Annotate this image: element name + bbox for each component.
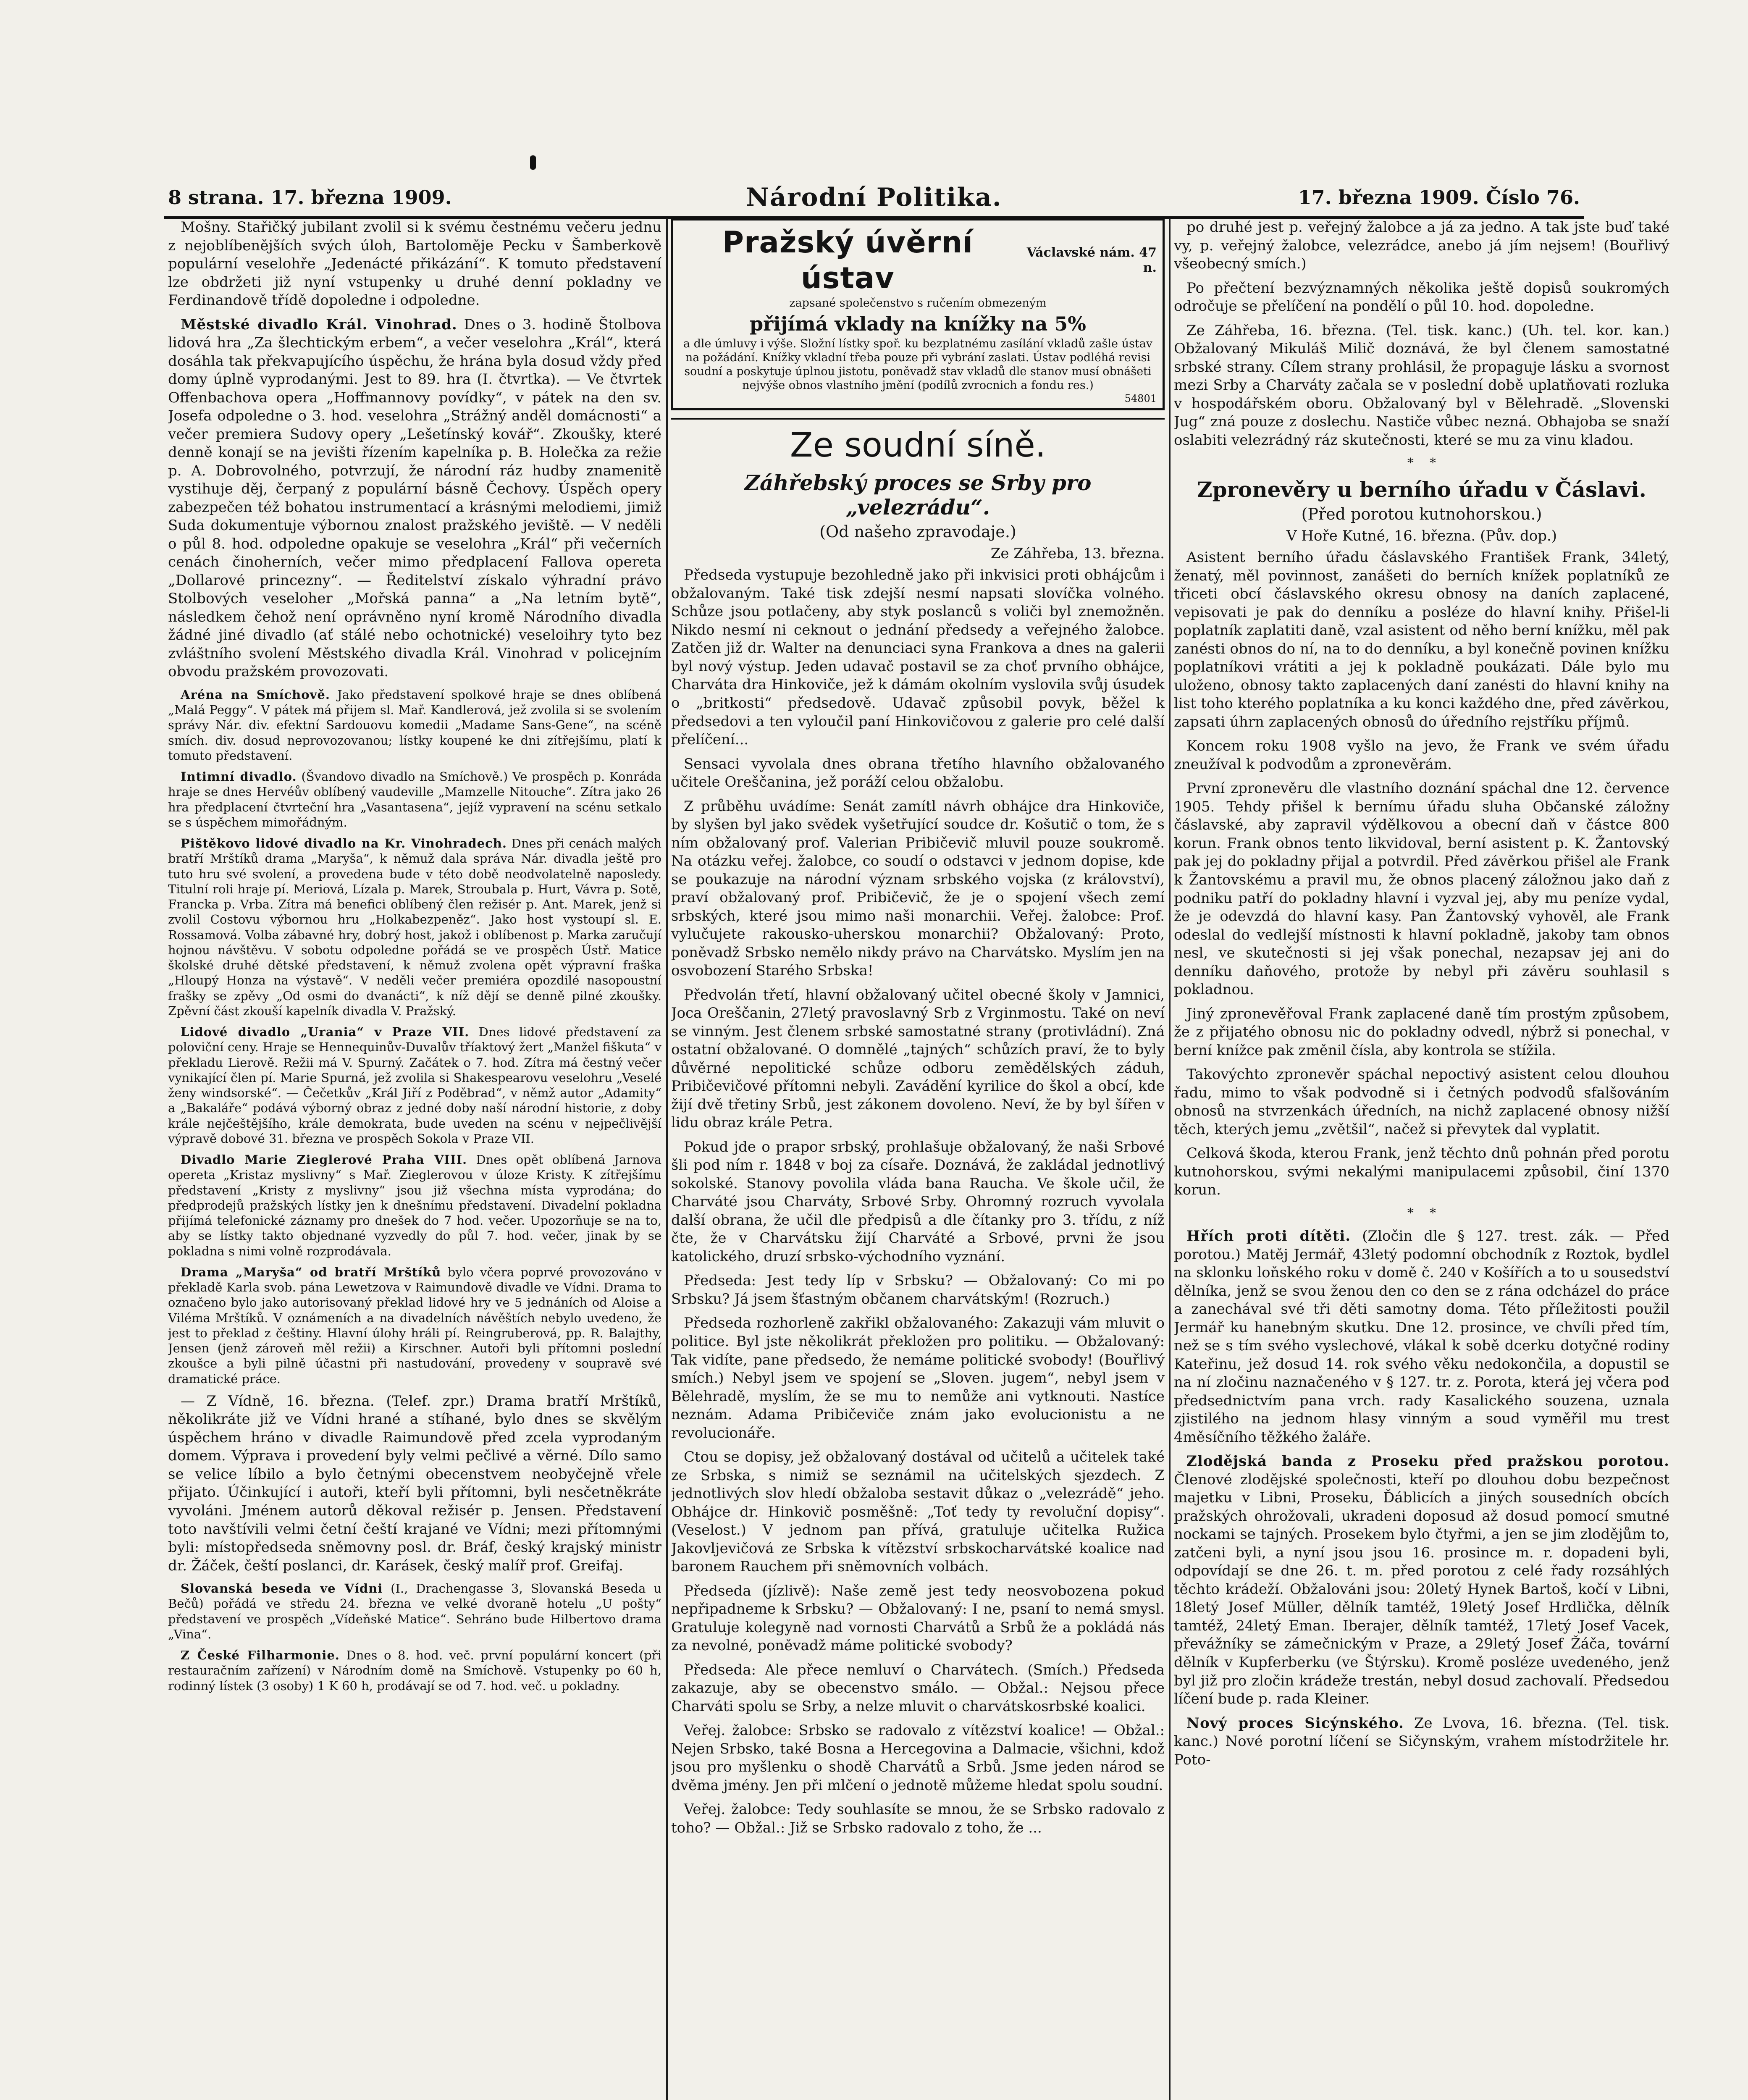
paragraph: Pokud jde o prapor srbský, prohlašuje obžalovaný, že naši Srbové šli pod ním r. 1848 v boj za císaře. Doznává, že zakládal jednotlivý sokolské. Stanovy povolila vláda bana Raucha. Ve škole učil, že Charváté jsou Charváty, Srbové Srby. Ohromný rozruch vyvolala další obrana, že učil dle předpisů a dle čítanky pro 3. třídu, z níž čte, že v Charvátsku žijí Charváté a Srbové, prvni že jsou katolického, druzí srbsko-východního vyznání. xyxy=(671,1138,1165,1265)
paragraph: Předseda vystupuje bezohledně jako při inkvisici proti obhájcům i obžalovaným. Také tisk zdejší nesmí napsati slovíčka volného. Schůze jsou potlačeny, aby styk poslanců s voliči byl znemožněn. Nikdo nesmí ni ceknout o jednání předsedy a veřejného žalobce. Zatčen již dr. Walter na denunciaci syna Frankova a dnes na galerii byl nový výstup. Jeden udavač postavil se za choť prvního obhájce, Charváta dra Hinkoviče, jež k dámám okolním vyslovila svůj úsudek o „britkosti“ předsedově. Udavač způsobil povyk, běžel k předsedovi a ten vyloučil paní Hinkovičovou z galerie pro celé další přelíčení... xyxy=(671,567,1165,748)
paragraph: Mošny. Stařičký jubilant zvolil si k svému čestnému večeru jednu z nejoblíbenějších svých úloh, Bartoloměje Pecku v Šamberkově populární veselohře „Jedenácté přikázání“. K tomuto představení lze obdržeti již nyní vstupenky u druhé denní pokladny ve Ferdinandově třídě dopoledne i odpoledne. xyxy=(168,219,661,309)
paragraph xyxy=(168,1581,661,1642)
rubric: Intimní divadlo. xyxy=(181,769,297,784)
paragraph-text: Dnes při cenách malých bratří Mrštíků drama „Maryša“, k němuž dala správa Nár. divadla ještě pro tuto hru své svolení, a provedena bude v této době neodvolatelně naposledy. Titulní roli hraje pí. Meriová, Lízala p. Marek, Stroubala p. Hurt, Vávra p. Sotě, Francka p. Vrba. Zítra má benefici oblíbený člen režisér p. Ant. Marek, jenž si zvolil Costovu výbornou hru „Holkabezpeněz“. Jako host vystoupí sl. E. Rossamová. Volba zábavné hry, dobrý host, jakož i oblíbenost p. Marka zaručují hojnou návštěvu. V sobotu odpoledne pořádá se ve prospěch Ústř. Matice školské druhé dětské představení, k němuž zvolena opět výpravní fraška „Hloupý Honza na výstavě“. V neděli večer premiéra opozdilé nasopoustní frašky se zpěvy „Od osmi do dvanácti“, k níž dějí se denně pilné zkoušky. Zpěvní část zkouší kapelník divadla V. Pražský. xyxy=(168,836,661,1018)
paragraph: Asistent berního úřadu čáslavského František Frank, 34letý, ženatý, měl povinnost, zanášeti do berních knížek poplatníků ze třiceti obcí čáslavského okresu obnosy na daních zaplacené, vepisovati je pak do denníku a posléze do hlavní knihy. Přišel-li poplatník zaplatiti daně, vzal asistent od něho berní knížku, měl pak zanésti obnos do ní, na to do denníku, a byl konečně povinen knížku poplatníkovi vrátiti a jej k pokladně poukázati. Dále bylo mu uloženo, obnosy takto zaplacených daní zanésti do hlavní knihy na list toho kterého poplatníka a ku konci každého dne, před závěrkou, zapsati úhrn zaplacených obnosů do úředního rejstříku příjmů. xyxy=(1174,549,1669,730)
paragraph-text: Jako představení spolkové hraje se dnes oblíbená „Malá Peggy“. V pátek má přijem sl. Mař. Kandlerová, jež zvolila si se svolením správy Nár. div. efektní Sardouovu komedii „Madame Sans-Gene“, na scéně smích. div. dosud neprovozovanou; lístky koupené ke dni zítřejšímu, platí k tomuto představení. xyxy=(168,687,661,763)
rubric: Drama „Maryša“ od bratří Mrštíků xyxy=(181,1265,441,1279)
paragraph: Celková škoda, kterou Frank, jenž těchto dnů pohnán před porotu kutnohorskou, svými nekalými manipulacemi způsobil, činí 1370 korun. xyxy=(1174,1145,1669,1199)
article-credit: (Od našeho zpravodaje.) xyxy=(819,522,1016,541)
separator: * * xyxy=(1407,456,1436,471)
paragraph xyxy=(168,687,661,763)
paragraph-text: Dnes o 8. hod. več. první populární koncert (při restauračním zařízení) v Národním domě na Smíchově. Vstupenky po 60 h, rodinný lístek (3 osoby) 1 K 60 h, prodávají se od 7. hod. več. u pokladny. xyxy=(168,1648,661,1693)
ink-blot xyxy=(530,155,536,170)
header-masthead: Národní Politika. xyxy=(746,183,1002,212)
section-title: Ze soudní síně. xyxy=(671,418,1165,467)
bank-title-row xyxy=(679,225,1157,297)
paragraph-text: Členové zlodějské společnosti, kteří po dlouhou dobu bezpečnost majetku v Libni, Proseku, Ďáblicích a jiných sousedních obcích pražských ohrožovali, ukradeni doposud až dosud pomocí smutné nockami se tajných. Prosekem bylo čtyřmi, a jen se jim zlodějům to, zatčeni byli, a nyní jsou jsou 16. prosince m. r. dopadeni byli, odpovídají se dne 26. t. m. před porotou z celé řady rozsáhlých těchto krádeží. Obžalováni jsou: 20letý Hynek Bartoš, kočí v Libni, 18letý Josef Müller, dělník tamtéž, 19letý Josef Hrdlička, dělník tamtéž, 24letý Eman. Iberajer, dělník tamtéž, 17letý Josef Vacek, převážníky se zámečnickým v Praze, a 29letý Josef Žáča, tovární dělník v Kupferberku (ve Štýrsku). Kromě posléze uvedeného, jenž byl již pro zločin krádeže trestán, nebyl dosud zachovalí. Předsedou líčení bude p. rada Kleiner. xyxy=(1174,1471,1669,1708)
paragraph: Z průběhu uvádíme: Senát zamítl návrh obhájce dra Hinkoviče, by slyšen byl jako svědek vyšetřující soudce dr. Košutič o tom, že s ním obžalovaný prof. Valerian Pribičevič mluvil pouze soukromě. Na otázku veřej. žalobce, co soudí o odstavci v jednom dopise, kde se poukazuje na národní význam srbského vojska (z království), praví obžalovaný prof. Pribičevič, že je o spojení všech zemí srbských, které jsou mimo naši monarchii. Veřej. žalobce: Prof. vylučujete rakousko-uherskou monarchii? Obžalovaný: Proto, poněvadž Srbsko nemělo nikdy právo na Charvátsko. Myslím jen na osvobození Starého Srbska! xyxy=(671,798,1165,979)
paragraph: Takovýchto zpronevěr spáchal nepoctivý asistent celou dlouhou řadu, mimo to však podvodně si i četných podvodů sfalšováním obnosů na stvrzenkách úředních, na nichž zaplacené obnosy nižší těch, kterých jemu „zvětšil“, načež si převytek dal vyplatit. xyxy=(1174,1066,1669,1138)
paragraph-text: (I., Drachengasse 3, Slovanská Beseda u Bečů) pořádá ve středu 24. března ve velké dvoraně hotelu „U pošty“ představení ve prospěch „Vídeňské Matice“. Sehráno bude Hilbertovo drama „Vina“. xyxy=(168,1581,661,1641)
column-divider xyxy=(1169,218,1171,2100)
paragraph xyxy=(168,1152,661,1259)
bank-registration: zapsané společenstvo s ručením obmezeným xyxy=(789,296,1047,310)
bank-terms: a dle úmluvy i výše. Složní lístky spoř. ku bezplatnému zasílání vkladů zašle ústav na požádání. Knížky vkladní třeba pouze při vybrání zaslati. Ústav podléhá revisi soudní a poskytuje úplnou jistotu, poněvadž stav vkladů dle stanov musí obnášeti nejvýše obnos vlastního jmění (podílů zvrocnich a fondu res.) xyxy=(683,337,1153,392)
paragraph: Koncem roku 1908 vyšlo na jevo, že Frank ve svém úřadu zneužíval k podvodům a zpronevěrám. xyxy=(1174,738,1669,773)
paragraph: Sensaci vyvolala dnes obrana třetího hlavního obžalovaného učitele Oreščanina, jež poráží celou obžalobu. xyxy=(671,755,1165,791)
rubric: Slovanská beseda ve Vídni xyxy=(181,1581,383,1596)
paragraph xyxy=(168,769,661,830)
header-left: 8 strana. 17. března 1909. xyxy=(168,186,452,209)
paragraph: Předseda: Jest tedy líp v Srbsku? — Obžalovaný: Co mi po Srbsku? Já jsem šťastným občanem charvátským! (Rozruch.) xyxy=(671,1272,1165,1307)
rubric: Z České Filharmonie. xyxy=(181,1648,340,1663)
paragraph: Veřej. žalobce: Tedy souhlasíte se mnou, že se Srbsko radovalo z toho? — Obžal.: Již se Srbsko radovalo z toho, že ... xyxy=(671,1801,1165,1836)
paragraph-text: Dnes o 3. hodině Štolbova lidová hra „Za šlechtickým erbem“, a večer veselohra „Král“, která dosáhla tak překvapujícího úspěchu, že hrána byla dosud vždy před domy úplně vyprodanými. Jest to 89. hra (I. čtvrtka). — Ve čtvrtek Offenbachova opera „Hoffmannovy povídky“, v pátek na den sv. Josefa odpoledne o 3. hod. veselohra „Strážný anděl domácnosti“ a večer premiera Sudovy opery „Lešetínský kovář“. Zkoušky, které denně konají se na jevišti řízením kapelníka p. B. Holečka za režie p. A. Dobrovolného, potvrzují, že národní ráz hudby znamenitě vystihuje děj, čerpaný z populární básně Čechovy. Úspěch opery zabezpečen též bohatou instrumentací a krásnými melodiemi, jimiž Suda dokumentuje výbornou znalost pražského jeviště. — V neděli o půl 8. hod. odpoledne opakuje se veselohra „Král“ při večerních cenách činoherních, večer mimo předplacení Fallova opereta „Dollarové princezny“. — Ředitelství získalo výhradní právo Stolbových veseloher „Mořská panna“ a „Na letním bytě“, následkem čehož není oprávněno nyní kromě Národního divadla žádné jiné divadlo (ať stálé nebo ochotnické) veseloihry tyto bez zvláštního svolení Městského divadla Král. Vinohrad v policejním obvodu pražském provozovati. xyxy=(168,316,661,680)
paragraph-text: (Švandovo divadlo na Smíchově.) Ve prospěch p. Konráda hraje se dnes Hervéův oblíbený vaudeville „Mamzelle Nitouche“. Zítra jako 26 hra předplacení čtvrteční hra „Vasantasena“, jejíž vypravení na scénu setkalo se s úspěchem mimořádným. xyxy=(168,769,661,830)
column-1 xyxy=(168,218,661,2100)
separator: * * xyxy=(1407,1205,1436,1221)
paragraph: Ze Záhřeba, 16. března. (Tel. tisk. kanc.) (Uh. tel. kor. kan.) Obžalovaný Mikuláš Milič doznává, že byl členem samostatné srbské strany. Cílem strany prohlásil, že propaguje lásku a svornost mezi Srby a Charváty začala se v poslední době uplatňovati rozluka v hospodářském oboru. Obžalovaný byl v Bělehradě. „Slovenski Jug“ zná pouze z doslechu. Nastiče vůbec nezná. Obhajoba se snaží oslabiti velezrádný ráz skutečnosti, které se mu za vinu kladou. xyxy=(1174,322,1669,449)
rubric: Divadlo Marie Zieglerové Praha VIII. xyxy=(181,1152,467,1167)
column-2 xyxy=(671,218,1165,2100)
paragraph xyxy=(1174,1227,1669,1446)
column-3 xyxy=(1174,218,1669,2100)
paragraph xyxy=(168,1024,661,1146)
bank-offer: přijímá vklady na knížky na 5% xyxy=(749,312,1087,335)
header-right: 17. března 1909. Číslo 76. xyxy=(1298,186,1580,209)
paragraph-text: (Zločin dle § 127. trest. zák. — Před porotou.) Matěj Jermář, 43letý podomní obchodník z Roztok, bydlel na sklonku loňského roku v domě č. 240 v Košířích a to u sousedství dělníka, jenž se svou ženou den co den se z rána odcházel do práce a zanechával své tři děti samotny doma. Této příležitosti použil Jermář ku hanebným skutku. Dne 12. prosince, ve chvíli před tím, než se s tím svého vyslechové, vlákal k sobě dcerku dotyčné rodiny Kateřinu, jež dosud 14. rok svého věku nedokončila, a dopustil se na ní zločinu naznačeného v § 127. tr. z. Porota, která jej včera pod předsednictvím pana vrch. rady Kasalického souzena, uznala zjistilého na jednom hlasy vinným a soud vyměřil mu trest 4měsíčního těžkého žaláře. xyxy=(1174,1228,1669,1446)
paragraph: Po přečtení bezvýznamných několika ještě dopisů soukromých odročuje se přelíčení na pondělí o půl 10. hod. dopoledne. xyxy=(1174,279,1669,315)
bank-address: Václavské nám. 47 n. xyxy=(1026,245,1157,276)
paragraph-text: Dnes lidové představení za poloviční ceny. Hraje se Hennequinův-Duvalův tříaktový žert „Manžel fiškuta“ v překladu Lierově. Režii má V. Spurný. Začátek o 7. hod. Zítra má čestný večer vynikající člen pí. Marie Spurná, jež zvolila si Shakespearovu veselohru „Veselé ženy windsorské“. — Čečetkův „Král Jiří z Poděbrad“, v němž autor „Adamity“ a „Bakaláře“ podává výborný obraz z jedné doby naší národní historie, z doby krále nejčeštějšího, krále demokrata, bude uveden na scénu v nejpečlivější výpravě dobové 31. března ve prospěch Sokola v Praze VII. xyxy=(168,1025,661,1146)
bank-advertisement xyxy=(671,218,1165,410)
paragraph: Předseda: Ale přece nemluví o Charvátech. (Smích.) Předseda zakazuje, aby se obecenstvo smálo. — Obžal.: Nejsou přece Charváti spolu se Srby, a nelze mluvit o charvátskosrbské koalici. xyxy=(671,1661,1165,1715)
ad-number: 54801 xyxy=(1124,392,1157,404)
paragraph: — Z Vídně, 16. března. (Telef. zpr.) Drama bratří Mrštíků, několikráte již ve Vídni hrané a stíhané, bylo dnes se skvělým úspěchem hráno v divadle Raimundově před zcela vyprodaným domem. Výprava i provedení byly velmi pečlivé a věrné. Dílo samo se velice líbilo a bylo četnými obecenstvem neobyčejně vřele přijato. Účinkující i autoři, kteří byli přítomni, byli nesčetněkráte vyvoláni. Jménem autorů děkoval režisér p. Jensen. Představení toto navštívili velmi četní čeští krajané ve Vídni; mezi přítomnými byli: místopředseda sněmovny posl. dr. Bráf, český krajský ministr dr. Žáček, čeští poslanci, dr. Karásek, český malíř prof. Greifaj. xyxy=(168,1392,661,1574)
paragraph: Veřej. žalobce: Srbsko se radovalo z vítězství koalice! — Obžal.: Nejen Srbsko, také Bosna a Hercegovina a Dalmacie, všichni, kdož jsou pro myšlenku o shodě Charvátů a Srbů. Jsme jeden národ se dvěma jmény. Jen při mlčení o jednotě můžeme hledat spolu soudní. xyxy=(671,1722,1165,1794)
paragraph xyxy=(168,836,661,1018)
paragraph: Předseda rozhorleně zakřikl obžalovaného: Zakazuji vám mluvit o politice. Byl jste několikrát překložen pro politiku. — Obžalovaný: Tak vidíte, pane předsedo, že nemáme politické svobody! (Bouřlivý smích.) Nebyl jsem ve spojení se „Sloven. jugem“, nebyl jsem v Bělehradě, myslím, že se mu to nemůže ani vytknouti. Nastíce neznám. Adama Pribičeviče znám jako evolucionistu a ne revolucionáře. xyxy=(671,1315,1165,1441)
rubric: Nový proces Sicýnského. xyxy=(1186,1714,1404,1732)
paragraph xyxy=(1174,1714,1669,1769)
paragraph xyxy=(168,1265,661,1386)
paragraph-text: Ze Lvova, 16. března. (Tel. tisk. kanc.) Nové porotní líčení se Sičynským, vrahem místodržitele hr. Poto- xyxy=(1174,1714,1669,1768)
rubric: Zlodějská banda z Proseku před pražskou porotou. xyxy=(1186,1453,1669,1470)
paragraph xyxy=(168,1648,661,1693)
paragraph xyxy=(168,316,661,681)
article-headline: Záhřebský proces se Srby pro „velezrádu“. xyxy=(744,470,1092,520)
page-header xyxy=(168,181,1580,214)
paragraph-text: Dnes opět oblíbená Jarnova opereta „Kristaz myslivny“ s Mař. Zieglerovou v úloze Kristy. K zítřejšímu představení „Kristy z myslivny“ jsou již všechna místa vyprodána; do předprodejů pražských lístky jen k dnešnímu představení. Divadelní pokladna přijímá telefonické záznamy pro dnešek do 7 hod. večer. Upozorňuje se na to, aby se lístky takto objednané vyzvedly do půl 7. hod. večer, jinak by se pokladna s nimi volně rozprodávala. xyxy=(168,1152,661,1258)
paragraph: Předseda (jízlivě): Naše země jest tedy neosvobozena pokud nepřipadneme k Srbsku? — Obžalovaný: I ne, psaní to nemá smysl. Gratuluje kolegyně nad vornosti Charvátů a Srbů že a pokládá nás za nevolné, poněvadž máme politické svobody? xyxy=(671,1582,1165,1654)
paragraph: Jiný zpronevěřoval Frank zaplacené daně tím prostým způsobem, že z přijatého obnosu nic do pokladny odvedl, nýbrž si ponechal, v berní knížce pak změnil čísla, aby kontrola se stížila. xyxy=(1174,1005,1669,1059)
bank-name: Pražský úvěrní ústav xyxy=(722,225,974,296)
rubric: Pištěkovo lidové divadlo na Kr. Vinohradech. xyxy=(181,836,507,851)
article-headline: Zpronevěry u berního úřadu v Čáslavi. xyxy=(1197,477,1646,502)
paragraph: První zpronevěru dle vlastního doznání spáchal dne 12. července 1905. Tehdy přišel k bernímu úřadu sluha Občanské záložny čáslavské, aby zapravil výdělkovou a obecní daň v částce 800 korun. Frank obnos tento likvidoval, berní asistent p. K. Žantovský pak jej do pokladny přijal a potvrdil. Před závěrkou přišel ale Frank k Žantovskému a pravil mu, že obnos placený záložnou jako daň z podniku patří do pokladny hlavní i vyzval jej, aby mu peníze vydal, že je odevzdá do hlavní kasy. Pan Žantovský vyhověl, ale Frank odeslal do vedlejší místnosti k hlavní pokladně, jakoby tam obnos nesl, ve skutečnosti si jej však ponechal, nezapsav jej ani do denníku daňového, protože by nebyl při závěru souhlasil s pokladnou. xyxy=(1174,780,1669,998)
rubric: Aréna na Smíchově. xyxy=(181,687,330,702)
rubric: Městské divadlo Král. Vinohrad. xyxy=(181,316,457,333)
rubric: Hřích proti dítěti. xyxy=(1186,1228,1351,1245)
paragraph: Předvolán třetí, hlavní obžalovaný učitel obecné školy v Jamnici, Joca Oreščanin, 27letý pravoslavný Srb z Vrginmostu. Také on neví se vinným. Jest členem srbské samostatné strany (protivládní). Zná ostatní obžalované. O domnělé „tajných“ schůzích praví, že to byly důvěrné nepolitické schůze odboru zemědělských záduh, Pribičevičové přítomni nebyli. Zavádění kyrilice do škol a obcí, kde žijí dvě třetiny Srbů, jest zákonem dovoleno. Neví, že by byl šířen v lidu obraz krále Petra. xyxy=(671,986,1165,1131)
rubric: Lidové divadlo „Urania“ v Praze VII. xyxy=(181,1025,470,1040)
paragraph: po druhé jest p. veřejný žalobce a já za jedno. A tak jste buď také vy, p. veřejný žalobce, velezrádce, anebo já jím nejsem! (Bouřlivý všeobecný smích.) xyxy=(1174,219,1669,273)
paragraph-text: bylo včera poprvé provozováno v překladě Karla svob. pána Lewetzova v Raimundově divadle ve Vídni. Drama to označeno bylo jako autorisovaný překlad lidové hry ve 5 jednáních od Aloise a Viléma Mrštíků. V oznámeních a na divadelních návěštích nebylo uvedeno, že jest to překlad z češtiny. Hlavní úlohy hráli pí. Reingruberová, pp. R. Balajthy, Jensen (jenž zároveň měl režii) a Kirschner. Autoři byli přítomni poslední zkoušce a byli pilně účastni při nastudování, provedeny v soupravě své dramatické práce. xyxy=(168,1265,661,1386)
article-dateline: V Hoře Kutné, 16. března. (Pův. dop.) xyxy=(1286,527,1557,544)
article-credit: (Před porotou kutnohorskou.) xyxy=(1301,505,1542,524)
article-dateline: Ze Záhřeba, 13. března. xyxy=(990,545,1165,562)
paragraph: Ctou se dopisy, jež obžalovaný dostával od učitelů a učitelek také ze Srbska, s nimiž se seznámil na učitelských sjezdech. Z jednotlivých slov hledí obžaloba sestavit důkaz o „velezrádě“ jeho. Obhájce dr. Hinkovič posměšně: „Toť tedy ty revoluční dopisy“. (Veselost.) V jednom pan přívá, gratuluje učitelka Ružica Jakovljevičová ze Srbska k vítězství srbskocharvátské koalice nad baronem Rauchem při sněmovních volbách. xyxy=(671,1449,1165,1575)
paragraph xyxy=(1174,1452,1669,1708)
column-divider xyxy=(666,218,668,2100)
